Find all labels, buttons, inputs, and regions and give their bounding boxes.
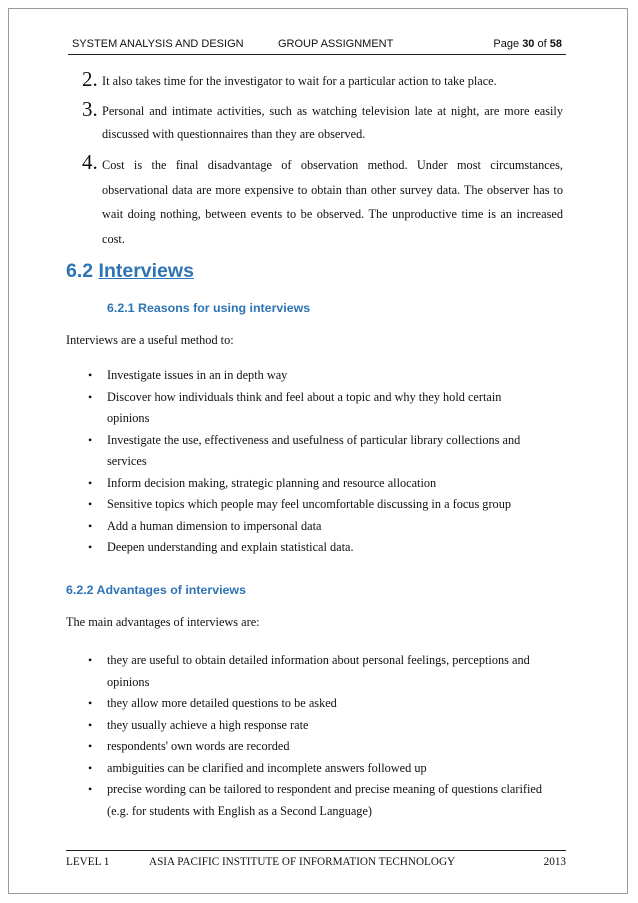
list-item: • Inform decision making, strategic planning and resource allocation	[85, 473, 545, 495]
list-item: • precise wording can be tailored to respondent and precise meaning of questions clarified (e.g. for students with English as a Second Language)	[85, 779, 545, 822]
header-course-title: SYSTEM ANALYSIS AND DESIGN	[72, 38, 244, 50]
page-prefix: Page	[493, 38, 520, 50]
item-text: It also takes time for the investigator to wait for a particular action to take place.	[102, 74, 497, 88]
section-number: 6.2	[66, 260, 94, 282]
page-total: 58	[549, 38, 562, 50]
advantages-list	[85, 650, 545, 822]
page-footer	[66, 850, 566, 867]
list-item: • Sensitive topics which people may feel uncomfortable discussing in a focus group	[85, 494, 545, 516]
subheading-advantages: 6.2.2 Advantages of interviews	[66, 583, 246, 597]
reasons-intro: Interviews are a useful method to:	[66, 333, 234, 347]
list-item: • they usually achieve a high response rate	[85, 715, 545, 737]
page-current: 30	[522, 38, 535, 50]
header-page-number	[493, 38, 562, 50]
footer-year: 2013	[543, 856, 566, 868]
item-text: Personal and intimate activities, such as watching television late at night, are more easily discussed with questionnaires than they are observed.	[102, 104, 563, 141]
list-item: • Add a human dimension to impersonal data	[85, 516, 545, 538]
item-number: 3.	[82, 97, 98, 121]
list-item: • respondents' own words are recorded	[85, 736, 545, 758]
item-text: Cost is the final disadvantage of observation method. Under most circumstances, observational data are more expensive to obtain than other survey data. The observer has to wait doing nothing, between events to be observed. The unproductive time is an increased cost.	[102, 158, 563, 246]
item-number: 2.	[82, 67, 98, 91]
item-number: 4.	[82, 150, 98, 174]
list-item: • ambiguities can be clarified and incomplete answers followed up	[85, 758, 545, 780]
page-of: of	[537, 38, 547, 50]
list-item: • Investigate issues in an in depth way	[85, 365, 545, 387]
list-item: • Investigate the use, effectiveness and usefulness of particular library collections and services	[85, 430, 545, 473]
footer-level: LEVEL 1	[66, 856, 110, 868]
section-title: Interviews	[98, 260, 194, 282]
reasons-list	[85, 365, 545, 559]
page-header	[68, 36, 566, 55]
footer-institute: ASIA PACIFIC INSTITUTE OF INFORMATION TECHNOLOGY	[149, 856, 456, 868]
list-item: • they are useful to obtain detailed information about personal feelings, perceptions and opinions	[85, 650, 545, 693]
list-item: • Deepen understanding and explain statistical data.	[85, 537, 545, 559]
section-heading	[66, 260, 194, 283]
list-item: • Discover how individuals think and feel about a topic and why they hold certain opinions	[85, 387, 545, 430]
advantages-intro: The main advantages of interviews are:	[66, 615, 260, 629]
list-item: • they allow more detailed questions to be asked	[85, 693, 545, 715]
header-assignment-title: GROUP ASSIGNMENT	[278, 38, 394, 50]
subheading-reasons: 6.2.1 Reasons for using interviews	[107, 301, 311, 315]
